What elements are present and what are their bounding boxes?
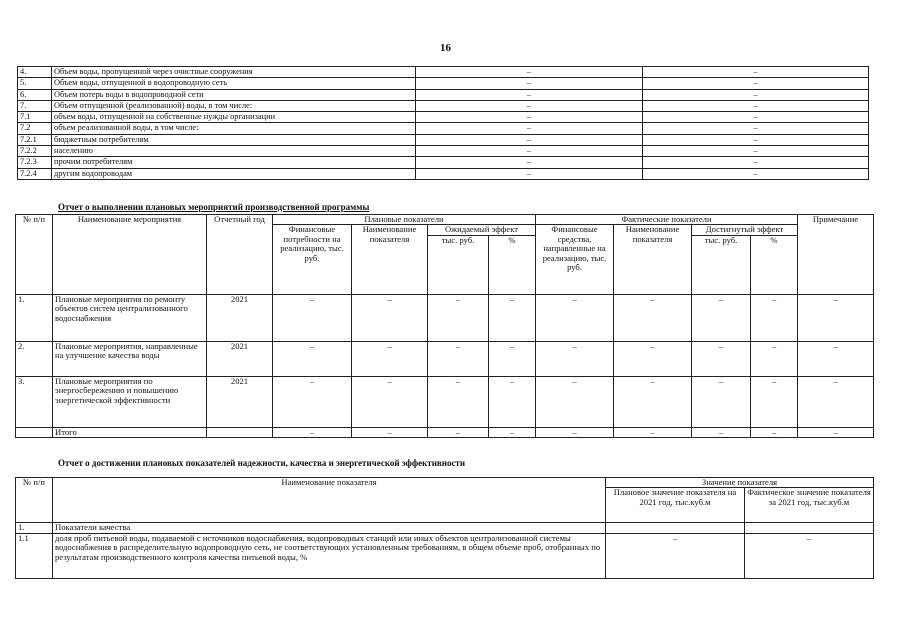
cell-value: – [692,376,751,427]
header-fact: Фактические показатели [536,215,798,225]
header-measure-name: Наименование мероприятия [53,215,207,295]
measures-table [15,214,874,438]
header-num: № п/п [16,478,53,523]
plan-value: – [416,157,643,168]
row-number: 1.1 [16,533,53,578]
cell-value: – [352,294,428,341]
header-indicator-name: Наименование показателя [53,478,606,523]
cell-value: – [798,376,874,427]
row-name: другим водопроводам [52,168,416,179]
group-num: 1. [16,523,53,533]
fact-value: – [745,533,874,578]
cell-value: – [273,341,352,376]
plan-value: – [416,67,643,78]
cell-value: – [536,341,614,376]
total-label: Итого [53,427,207,437]
plan-value: – [416,134,643,145]
total-value: – [751,427,798,437]
header-plan-effect: Ожидаемый эффект [428,225,536,235]
fact-value: – [643,89,869,100]
cell-value: – [352,341,428,376]
header-fact-pct: % [751,235,798,294]
section-title-indicators: Отчет о достижении плановых показателей надежности, качества и энергетической эффективности [58,458,466,468]
cell-value: – [536,376,614,427]
plan-value: – [416,123,643,134]
cell-value: – [751,341,798,376]
table-row [18,112,869,123]
plan-value: – [416,78,643,89]
row-number: 7.2.2 [18,146,52,157]
group-name: Показатели качества [53,523,606,533]
header-fact-rub: тыс. руб. [692,235,751,294]
table-row [18,157,869,168]
row-name: бюджетным потребителям [52,134,416,145]
table-row [18,78,869,89]
plan-value: – [416,146,643,157]
row-number: 7.2.3 [18,157,52,168]
table-row [18,67,869,78]
cell-value: – [751,376,798,427]
row-number: 5. [18,78,52,89]
fact-value: – [643,100,869,111]
indicator-name: доля проб питьевой воды, подаваемой с источников водоснабжения, водопроводных станций или иных объектов централизованной системы водоснабжения в распределительную водопроводную сеть, не соответствующих установленным требованиям, в общем объеме проб, отобранных по результатам производственного контроля качества питьевой воды, % [53,533,606,578]
cell-value: – [273,294,352,341]
cell-value: – [692,294,751,341]
plan-value: – [416,100,643,111]
row-number: 7.2.1 [18,134,52,145]
cell-value: – [751,294,798,341]
row-name: Объем потерь воды в водопроводной сети [52,89,416,100]
table-row [18,89,869,100]
total-value: – [692,427,751,437]
header-plan-value: Плановое значение показателя на 2021 год, тыс.куб.м [606,488,745,523]
header-plan: Плановые показатели [273,215,536,225]
plan-value: – [416,89,643,100]
plan-value: – [606,533,745,578]
cell-value: – [489,294,536,341]
measure-name: Плановые мероприятия по энергосбережению и повышению энергетической эффективности [53,376,207,427]
row-name: объем реализованной воды, в том числе: [52,123,416,134]
cell-value: – [428,294,489,341]
table-row [16,376,874,427]
row-name: Объем воды, отпущенной в водопроводную сеть [52,78,416,89]
cell-value: – [428,376,489,427]
fact-value: – [643,168,869,179]
cell-value: – [614,341,692,376]
plan-value: – [416,168,643,179]
header-fact-indicator: Наименование показателя [614,225,692,294]
table-row [18,123,869,134]
measure-name: Плановые мероприятия, направленные на улучшение качества воды [53,341,207,376]
header-plan-rub: тыс. руб. [428,235,489,294]
row-number: 7. [18,100,52,111]
row-number: 7.2.4 [18,168,52,179]
table-row [16,294,874,341]
table-row [18,168,869,179]
row-number: 1. [16,294,53,341]
fact-value: – [643,134,869,145]
cell-value: – [428,341,489,376]
report-year: 2021 [207,294,273,341]
row-number: 7.2 [18,123,52,134]
row-name: Объем воды, пропущенной через очистные сооружения [52,67,416,78]
cell-value: – [614,376,692,427]
row-number: 6. [18,89,52,100]
header-note: Примечание [798,215,874,295]
row-name: прочим потребителям [52,157,416,168]
table-row [18,134,869,145]
report-year: 2021 [207,376,273,427]
water-balance-table [17,66,869,180]
cell-value: – [352,376,428,427]
header-plan-indicator: Наименование показателя [352,225,428,294]
fact-value: – [643,67,869,78]
fact-value: – [643,123,869,134]
fact-value: – [643,146,869,157]
row-name: Объем отпущенной (реализованной) воды, в том числе: [52,100,416,111]
total-year [207,427,273,437]
fact-value: – [643,112,869,123]
row-name: объем воды, отпущенной на собственные нужды организации [52,112,416,123]
row-number: 4. [18,67,52,78]
header-fact-effect: Достигнутый эффект [692,225,798,235]
row-name: населению [52,146,416,157]
table-row [16,341,874,376]
table-row [16,533,874,578]
total-value: – [798,427,874,437]
measure-name: Плановые мероприятия по ремонту объектов систем централизованного водоснабжения [53,294,207,341]
cell-value: – [489,341,536,376]
page-number: 16 [440,42,451,54]
row-number: 3. [16,376,53,427]
header-plan-pct: % [489,235,536,294]
fact-value: – [643,157,869,168]
total-num [16,427,53,437]
report-year: 2021 [207,341,273,376]
fact-value: – [643,78,869,89]
header-fact-value: Фактическое значение показателя за 2021 год, тыс.куб.м [745,488,874,523]
total-value: – [614,427,692,437]
header-plan-fin: Финансовые потребности на реализацию, тыс. руб. [273,225,352,294]
total-value: – [352,427,428,437]
cell-value: – [798,294,874,341]
total-value: – [489,427,536,437]
total-value: – [428,427,489,437]
table-row [18,100,869,111]
cell-value: – [536,294,614,341]
indicators-table [15,477,874,579]
table-row [18,146,869,157]
cell-value: – [489,376,536,427]
total-value: – [273,427,352,437]
header-year: Отчетный год [207,215,273,295]
cell-value: – [798,341,874,376]
total-row [16,427,874,437]
cell-value: – [273,376,352,427]
cell-value: – [614,294,692,341]
header-value: Значение показателя [606,478,874,488]
section-title-measures: Отчет о выполнении плановых мероприятий производственной программы [58,202,370,212]
cell-value: – [692,341,751,376]
header-num: № п/п [16,215,53,295]
total-value: – [536,427,614,437]
row-number: 2. [16,341,53,376]
header-fact-fin: Финансовые средства, направленные на реализацию, тыс. руб. [536,225,614,294]
plan-value: – [416,112,643,123]
row-number: 7.1 [18,112,52,123]
